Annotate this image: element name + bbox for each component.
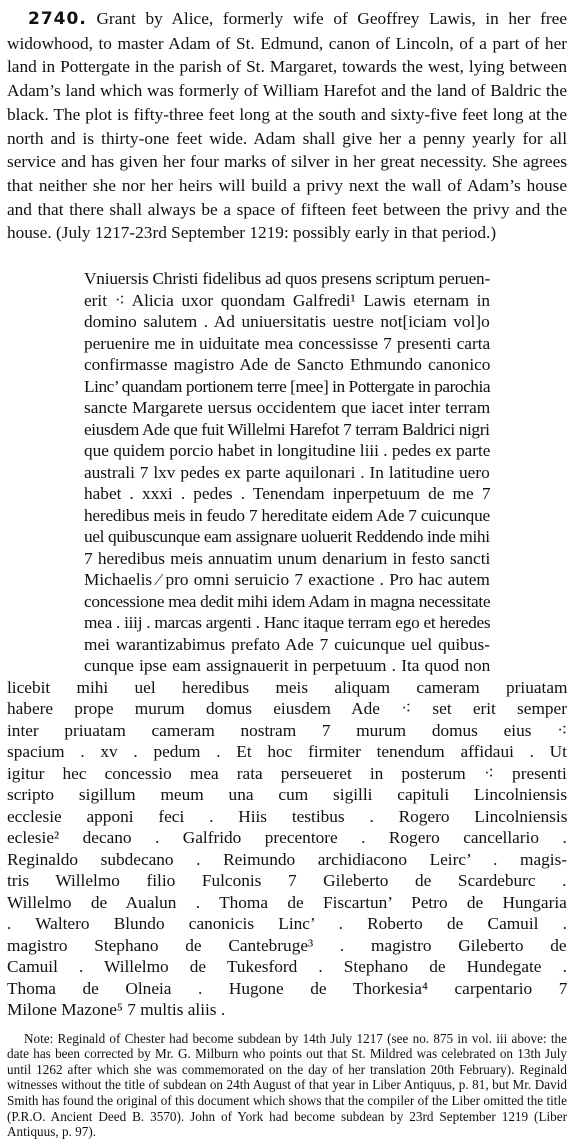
editorial-note: [7, 1031, 567, 1140]
charter-line: eiusdem Ade que fuit Willelmi Harefot 7 terram Baldrici nigri: [84, 419, 490, 439]
note-prefix: Note:: [24, 1030, 54, 1046]
charter-line: mea . iiij . marcas argenti . Hanc itaque terram ego et heredes: [84, 613, 491, 633]
charter-line: . Waltero Blundo canonicis Linc’ . Roberto de Camuil .: [7, 914, 567, 934]
charter-line: igitur hec concessio mea rata perseueret in posterum ⁖ presenti: [7, 763, 567, 783]
charter-line: ecclesie apponi feci . Hiis testibus . Rogero Lincolniensis: [7, 806, 568, 826]
charter-line: Camuil . Willelmo de Tukesford . Stephano de Hundegate .: [7, 957, 567, 977]
charter-line: inter priuatam cameram nostram 7 murum domus eius ⁖: [7, 720, 568, 740]
charter-line: Milone Mazone⁵ 7 multis aliis .: [7, 1000, 226, 1020]
charter-line: uel quibuscunque eam assignare uoluerit Reddendo inde mihi: [84, 527, 490, 547]
charter-line: magistro Stephano de Cantebruge³ . magistro Gileberto de: [7, 935, 567, 955]
charter-line: que quidem porcio habet in longitudine liii . pedes ex parte: [84, 441, 491, 461]
charter-line: domino salutem . Ad uniuersitatis uestre not[iciam vol]o: [84, 312, 490, 332]
charter-line: Michaelis ⁄ pro omni seruicio 7 exactione . Pro hac autem: [84, 570, 490, 590]
charter-line: 7 heredibus meis annuatim unum denarium in festo sancti: [84, 548, 491, 568]
charter-line: tris Willelmo filio Fulconis 7 Gileberto de Scardeburc .: [7, 871, 567, 891]
charter-line: heredibus meis in feudo 7 hereditate eidem Ade 7 cuicunque: [84, 505, 490, 525]
charter-line: cunque ipse eam assignauerit in perpetuum . Ita quod non: [84, 656, 491, 676]
charter-line: mei warantizabimus prefato Ade 7 cuicunque uel quibus-: [84, 634, 490, 654]
charter-line: scripto sigillum meum una cum sigilli capituli Lincolniensis: [7, 785, 568, 805]
charter-line: australi 7 lxv pedes ex parte aquilonari . In latitudine uero: [84, 462, 490, 482]
charter-line: licebit mihi uel heredibus meis aliquam cameram priuatam: [7, 677, 568, 697]
charter-line: erit ⁖ Alicia uxor quondam Galfredi¹ Lawis eternam in: [84, 290, 491, 310]
entry-number: 2740.: [28, 9, 87, 29]
charter-line: concessione mea dedit mihi idem Adam in magna necessitate: [84, 591, 491, 611]
charter-line: eclesie² decano . Galfrido precentore . Rogero cancellario .: [7, 828, 567, 848]
charter-line: habet . xxxi . pedes . Tenendam inperpetuum de me 7: [84, 484, 491, 504]
charter-line: Reginaldo subdecano . Reimundo archidiacono Leirc’ . magis-: [7, 849, 568, 869]
charter-line: Thoma de Olneia . Hugone de Thorkesia⁴ carpentario 7: [7, 978, 568, 998]
charter-text: [7, 268, 567, 1021]
charter-line: peruenire me in uiduitate mea concessisse 7 presenti carta: [84, 333, 491, 353]
note-text: Reginald of Chester had become subdean by 14th July 1217 (see no. 875 in vol. iii above: the date has been corrected by Mr. G. Milburn who points out that St. Mildred was celebrated on 13th July until 1262 after which she was commemorated on the day of her translation 20th February). Reginald witnesses without the title of subdean on 24th August of that year in Liber Antiquus, p. 81, but Mr. David Smith has found the original of this document which shows that the compiler of the Liber omitted the title (P.R.O. Ancient Deed B. 3570). John of York had become subdean by 23rd September 1219 (Liber Antiquus, p. 97).: [7, 1030, 567, 1140]
charter-line: Linc’ quandam portionem terre [mee] in Pottergate in parochia: [84, 376, 491, 396]
charter-line: habere prope murum domus eiusdem Ade ⁖ set erit semper: [7, 699, 567, 719]
charter-line: spacium . xv . pedum . Et hoc firmiter tenendum affidaui . Ut: [7, 742, 567, 762]
charter-line: Willelmo de Aualun . Thoma de Fiscartun’ Petro de Hungaria: [7, 892, 567, 912]
entry-summary-text: Grant by Alice, formerly wife of Geoffrey Lawis, in her free widowhood, to master Adam of St. Edmund, canon of Lincoln, of a part of her land in Pottergate in the parish of St. Margaret, towards the west, lying between Adam’s land which was formerly of William Harefot and the land of Baldric the black. The plot is fifty-three feet long at the south and sixty-five feet long at the north and is thirty-one feet wide. Adam shall give her a penny yearly for all service and has given her four marks of silver in her great necessity. She agrees that neither she nor her heirs will build a privy next the wall of Adam’s house and that there shall always be a space of fifteen feet between the privy and the house. (July 1217-23rd September 1219: possibly early in that period.): [7, 9, 567, 243]
charter-line: Vniuersis Christi fidelibus ad quos presens scriptum peruen-: [84, 269, 491, 289]
charter-line: sancte Margarete uersus occidentem que iacet inter terram: [84, 398, 491, 418]
charter-line: confirmasse magistro Ade de Sancto Ethmundo canonico: [84, 355, 491, 375]
entry-summary: [7, 7, 567, 245]
